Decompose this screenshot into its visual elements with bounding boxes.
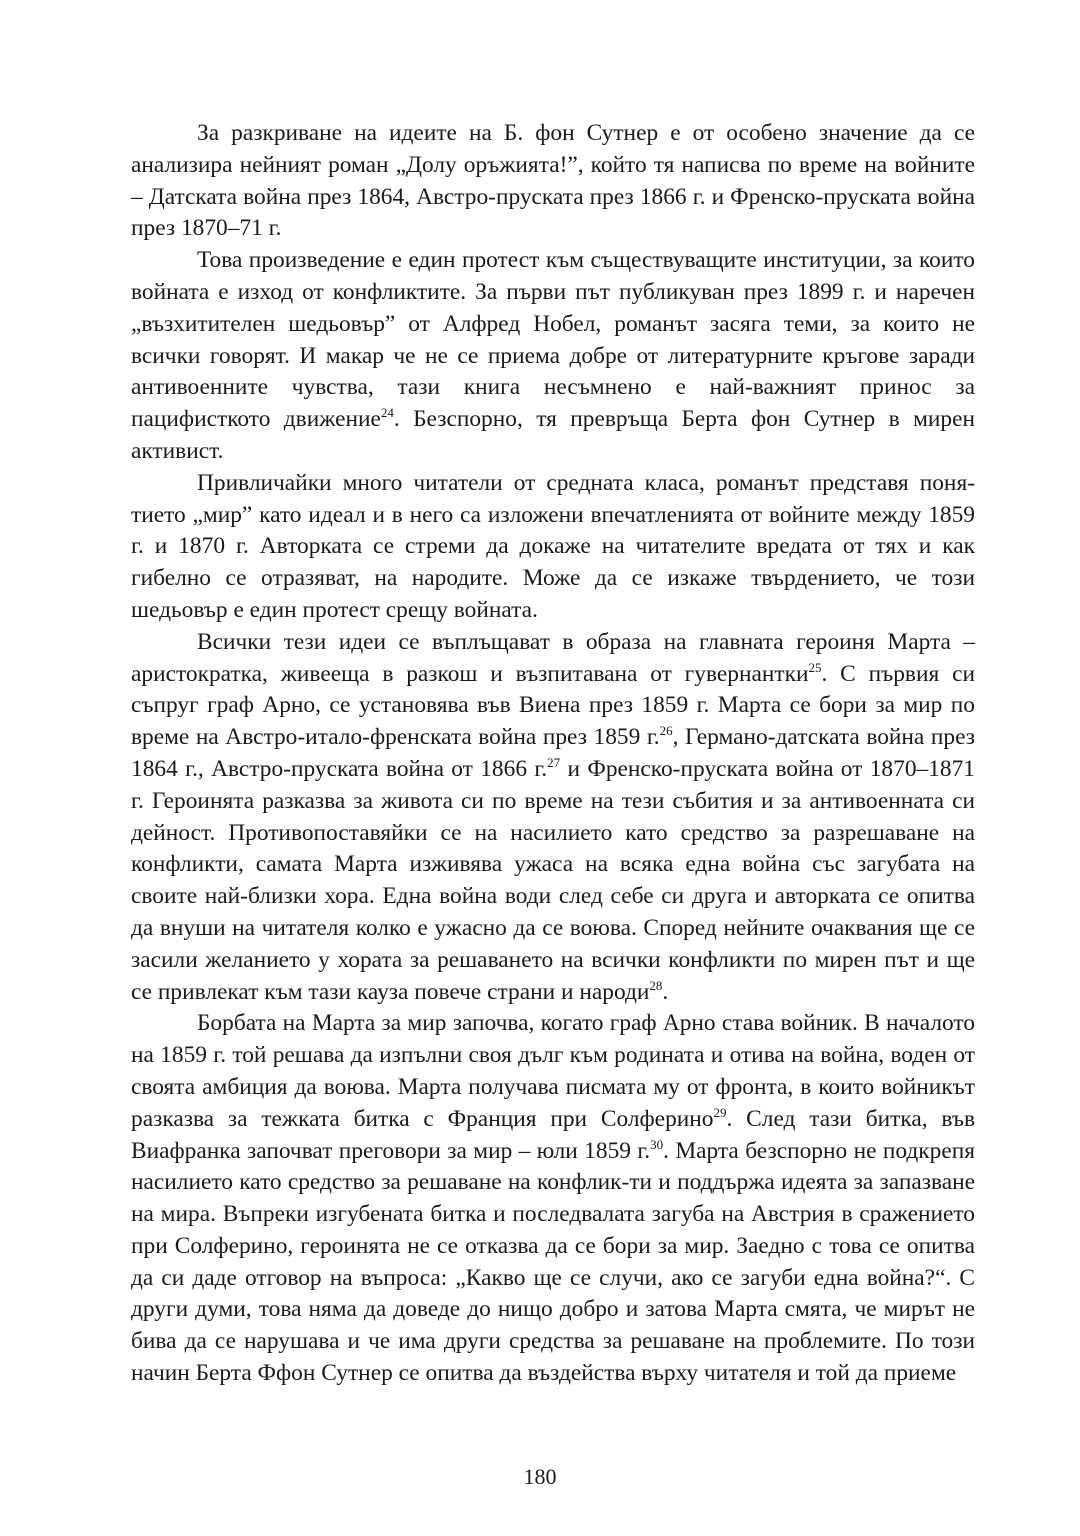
paragraph-4-text-b: . С първия си съпруг граф Арно, се установява във Виена през 1859 г. Марта се бори за мир по време на Австро-итало-френската война през 1859 г. — [131, 660, 975, 751]
paragraph-3-text: Привличайки много читатели от средната класа, романът представя поня-тието „мир” като идеал и в него са изложени впечатленията от войните между 1859 г. и 1870 г. Авторката се стреми да докаже на читателите вредата от тях и как гибелно се отразяват, на народите. Може да се изкаже твърдението, че този шедьовър е един протест срещу войната. — [131, 469, 975, 623]
paragraph-4-text-d: и Френско-пруската война от 1870–1871 г. Героинята разказва за живота си по време на тези събития и за антивоенната си дейност. Противопоставяйки се на насилието като средство за разрешаване на конфликти, самата Марта изживява ужаса на всяка една война със загубата на своите най-близки хора. Една война води след себе си друга и авторката се опитва да внуши на читателя колко е ужасно да се воюва. Според нейните очаквания ще се засили желанието у хората за решаването на всички конфликти по мирен път и ще се привлекат към тази кауза повече страни и народи — [131, 755, 975, 1005]
footnote-ref-26: 26 — [659, 723, 673, 739]
paragraph-5-text-b: . След тази битка, във Виафранка започват преговори за мир – юли 1859 г. — [131, 1105, 975, 1164]
paragraph-5-text-c: . Марта безспорно не подкрепя насилието като средство за решаване на конфлик-ти и поддържа идеята за запазване на мира. Въпреки изгубената битка и последвалата загуба на Австрия в сражението при Солферино, героинята не се отказва да се бори за мир. Заедно с това се опитва да си даде отговор на въпроса: „Какво ще се случи, ако се загуби една война?“. С други думи, това няма да доведе до нищо добро и затова Марта смята, че мирът не бива да се нарушава и че има други средства за решаване на проблемите. По този начин Берта Ффон Сутнер се опитва да въздейства върху читателя и той да приеме — [131, 1137, 975, 1387]
footnote-ref-28: 28 — [649, 977, 663, 993]
paragraph-2-text-b: . Безспорно, тя превръща Берта фон Сутнер в мирен активист. — [131, 406, 975, 464]
page-number: 180 — [523, 1464, 557, 1489]
paragraph-5 — [131, 1008, 975, 1390]
document-body — [131, 118, 975, 1390]
footnote-ref-30: 30 — [650, 1136, 664, 1152]
paragraph-2 — [131, 245, 975, 468]
paragraph-4-text-a: Всички тези идеи се въплъщават в образа на главната героиня Марта – аристократка, живееща в разкош и възпитавана от гувернантки — [131, 628, 975, 687]
paragraph-5-text-a: Борбата на Марта за мир започва, когато граф Арно става войник. В началото на 1859 г. той решава да изпълни своя дълг към родината и отива на война, воден от своята амбиция да воюва. Марта получава писмата му от фронта, в които войникът разказва за тежката битка с Франция при Солферино — [131, 1010, 975, 1132]
paragraph-1-text: За разкриване на идеите на Б. фон Сутнер е от особено значение да се анализира нейният роман „Долу оръжията!”, който тя написва по време на войните – Датската война през 1864, Австро-пруската през 1866 г. и Френско-пруската война през 1870–71 г. — [131, 120, 975, 242]
paragraph-1 — [131, 118, 975, 245]
paragraph-4-text-c: , Германо-датската война през 1864 г., Австро-пруската война от 1866 г. — [131, 724, 975, 782]
footnote-ref-25: 25 — [808, 659, 822, 675]
paragraph-4-text-e: . — [662, 978, 669, 1005]
footnote-ref-24: 24 — [380, 405, 394, 421]
footnote-ref-27: 27 — [547, 754, 561, 770]
paragraph-2-text-a: Това произведение е един протест към съществуващите институции, за които войната е изход от конфликтите. За първи път публикуван през 1899 г. и наречен „възхитителен шедьовър” от Алфред Нобел, романът засяга теми, за които не всички говорят. И макар че не се приема добре от литературните кръгове заради антивоенните чувства, тази книга несъмнено е най-важният принос за пацифисткото движение — [131, 247, 975, 433]
paragraph-3 — [131, 468, 975, 627]
paragraph-4 — [131, 627, 975, 1009]
footnote-ref-29: 29 — [713, 1104, 727, 1120]
